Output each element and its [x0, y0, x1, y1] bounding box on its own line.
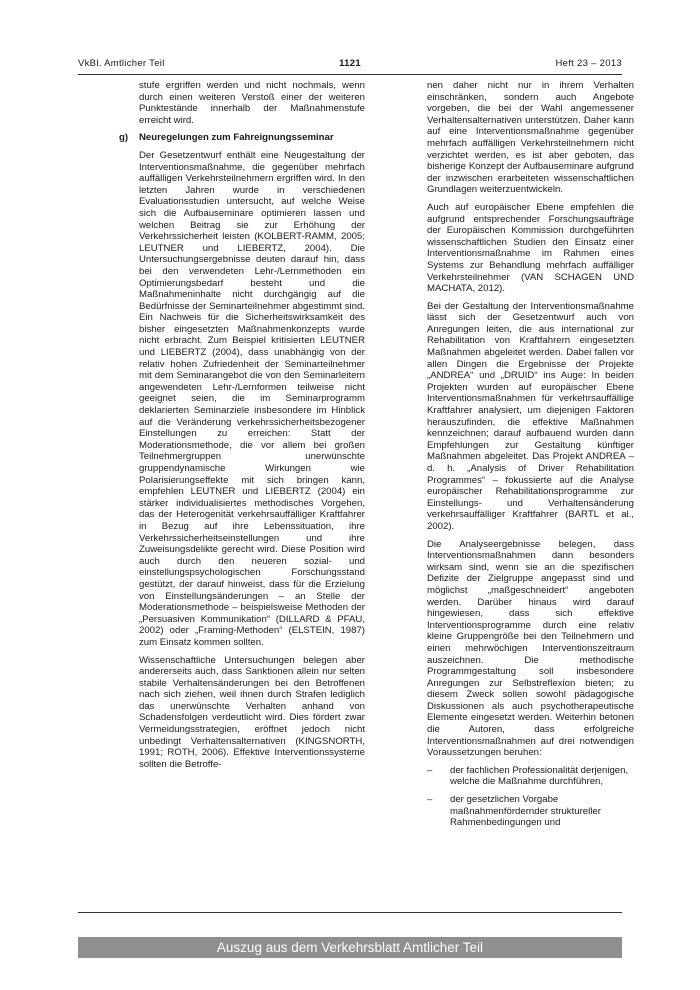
list-dash: – [427, 794, 433, 806]
journal-title: VkBl. Amtlicher Teil [78, 58, 165, 69]
list-item-text: der gesetzlichen Vorgabe maßnahmenfördernder struktureller Rahmenbedingungen und [450, 794, 601, 829]
list-item [427, 794, 634, 829]
paragraph: Bei der Gestaltung der Interventionsmaßnahme lässt sich der Gesetzentwurf auch von Anregungen leiten, die aus international zur Rehabilitation von Kraftfahrern eingesetzten Maßnahmen abgeleitet werden. Dabei fallen vor allen Dingen die Ergebnisse der Projekte „ANDREA“ und „DRUID“ ins Auge: In beiden Projekten wurden auf europäischer Ebene Interventionsmaßnahmen für verkehrsauffällige Kraftfahrer analysiert, um diejenigen Faktoren herauszufinden, die effektive Maßnahmen kennzeichnen; darauf aufbauend wurden dann Empfehlungen zur Gestaltung künftiger Maßnahmen abgeleitet. Das Projekt ANDREA – d. h. „Analysis of Driver Rehabilitation Programmes“ – fokussierte auf die Analyse europäischer Rehabilitationsprogramme zur Einstellungs- und Verhaltensänderung verkehrsauffälliger Kraftfahrer (BARTL et al., 2002). [427, 300, 634, 532]
paragraph: Der Gesetzentwurf enthält eine Neugestaltung der Interventionsmaßnahme, die gegenüber mehrfach auffälligen Verkehrsteilnehmern ergriffen wird. In den letzten Jahren wurde in verschiedenen Evaluationsstudien untersucht, auf welche Weise sich die Aufbauseminare optimieren lassen und welchen Beitrag sie zur Erhöhung der Verkehrssicherheit leisten (KOLBERT-RAMM, 2005; LEUTNER und LIEBERTZ, 2004). Die Untersuchungsergebnisse deuten darauf hin, dass bei den verwendeten Lehr-/Lernmethoden ein Optimierungsbedarf besteht und die Maßnahmeninhalte nicht durchgängig auf die Bedürfnisse der Seminarteilnehmer abgestimmt sind. Ein Nachweis für die Sicherheitswirksamkeit des bisher eingesetzten Maßnahmenkonzepts wurde nicht erbracht. Zum Beispiel kritisierten LEUTNER und LIEBERTZ (2004), dass unabhängig von der relativ hohen Zufriedenheit der Seminarteilnehmer mit dem Seminarangebot die von den Seminarleitern angewendeten Lehr-/Lernformen teilweise nicht geeignet seien, die im Seminarprogramm deklarierten Seminarziele insbesondere im Hinblick auf die Veränderung verkehrssicherheitsbezogener Einstellungen zu erreichen: Statt der Moderationsmethode, die vor allem bei großen Teilnehmergruppen unerwünschte gruppendynamische Wirkungen wie Polarisierungseffekte mit sich bringen kann, empfehlen LEUTNER und LIEBERTZ (2004) ein stärker individualisiertes methodisches Vorgehen, das der Heterogenität verkehrsauffälliger Kraftfahrer in Bezug auf ihre Lebenssituation, ihre Verkehrssicherheitseinstellungen und ihre Zuweisungsdelikte gerecht wird. Diese Position wird auch durch den neueren sozial- und einstellungspsychologischen Forschungsstand gestützt, der darauf hinweist, dass für die Erzielung von Einstellungsänderungen – an Stelle der Moderationsmethode – beispielsweise Methoden der „Persuasiven Kommunikation“ (DILLARD & PFAU, 2002) oder „Framing-Methoden“ (ELSTEIN, 1987) zum Einsatz kommen sollten. [139, 149, 365, 648]
list-item-text: der fachlichen Professionalität derjenigen, welche die Maßnahme durchführen, [450, 764, 629, 788]
list-dash: – [427, 764, 433, 776]
footer-banner [78, 937, 622, 958]
section-heading [119, 132, 365, 144]
section-label: g) [119, 132, 129, 144]
right-column [427, 80, 634, 835]
paragraph: Die Analyseergebnisse belegen, dass Interventionsmaßnahmen dann besonders wirksam sind, wenn sie an die spezifischen Defizite der Zielgruppe angepasst sind und möglichst „maßgeschneidert“ angeboten werden. Darüber hinaus wird darauf hingewiesen, dass sich effektive Interventionsprogramme durch eine relativ kleine Gruppengröße bei den Teilnehmern und einen mehrwöchigen Interventionszeitraum auszeichnen. Die methodische Programmgestaltung soll insbesondere Anregungen zur Selbstreflexion bieten; zu diesem Zweck sollen sowohl pädagogische Diskussionen als auch psychotherapeutische Elemente eingesetzt werden. Weiterhin betonen die Autoren, dass erfolgreiche Interventionsmaßnahmen auf drei notwendigen Voraussetzungen beruhen: [427, 538, 634, 759]
paragraph: stufe ergriffen werden und nicht nochmals, wenn durch einen weiteren Verstoß einer der weiteren Punktestände innerhalb der Maßnahmenstufe erreicht wird. [139, 80, 365, 126]
left-column [119, 80, 365, 776]
page-number: 1121 [339, 58, 361, 69]
issue-label: Heft 23 – 2013 [555, 58, 622, 69]
paragraph: Auch auf europäischer Ebene empfehlen die aufgrund entsprechender Forschungsaufträge der Europäischen Kommission durchgeführten wissenschaftlichen Studien den Einsatz einer Interventionsmaßnahme im Rahmen eines Systems zur Behandlung mehrfach auffälliger Verkehrsteilnehmer (VAN SCHAGEN UND MACHATA, 2012). [427, 201, 634, 295]
header-divider [78, 74, 622, 75]
list-item [427, 765, 634, 788]
paragraph: nen daher nicht nur in ihrem Verhalten einschränken, sondern auch Angebote vorgeben, die bei der Wahl angemessener Verhaltensalternativen unterstützen. Daher kann auf eine Interventionsmaßnahme gegenüber mehrfach auffälligen Verkehrsteilnehmern nicht verzichtet werden, es ist aber geboten, das bisherige Konzept der Aufbauseminare aufgrund der inzwischen erarbeiteten wissenschaftlichen Grundlagen weiterzuentwickeln. [427, 80, 634, 196]
paragraph: Wissenschaftliche Untersuchungen belegen aber andererseits auch, dass Sanktionen allein nur selten stabile Verhaltensänderungen bei den Betroffenen nach sich ziehen, weil ihnen durch Strafen lediglich das unerwünschte Verhalten anhand von Schadensfolgen verdeutlicht wird. Dies fördert zwar Vermeidungsstrategien, eröffnet jedoch nicht unbedingt Verhaltensalternativen (KINGSNORTH, 1991; ROTH, 2006). Effektive Interventionssysteme sollten die Betroffe- [139, 654, 365, 770]
page-header [78, 58, 622, 74]
footer-divider [78, 912, 622, 913]
section-title: Neuregelungen zum Fahreignungsseminar [139, 132, 334, 144]
footer-text: Auszug aus dem Verkehrsblatt Amtlicher Teil [216, 940, 484, 955]
